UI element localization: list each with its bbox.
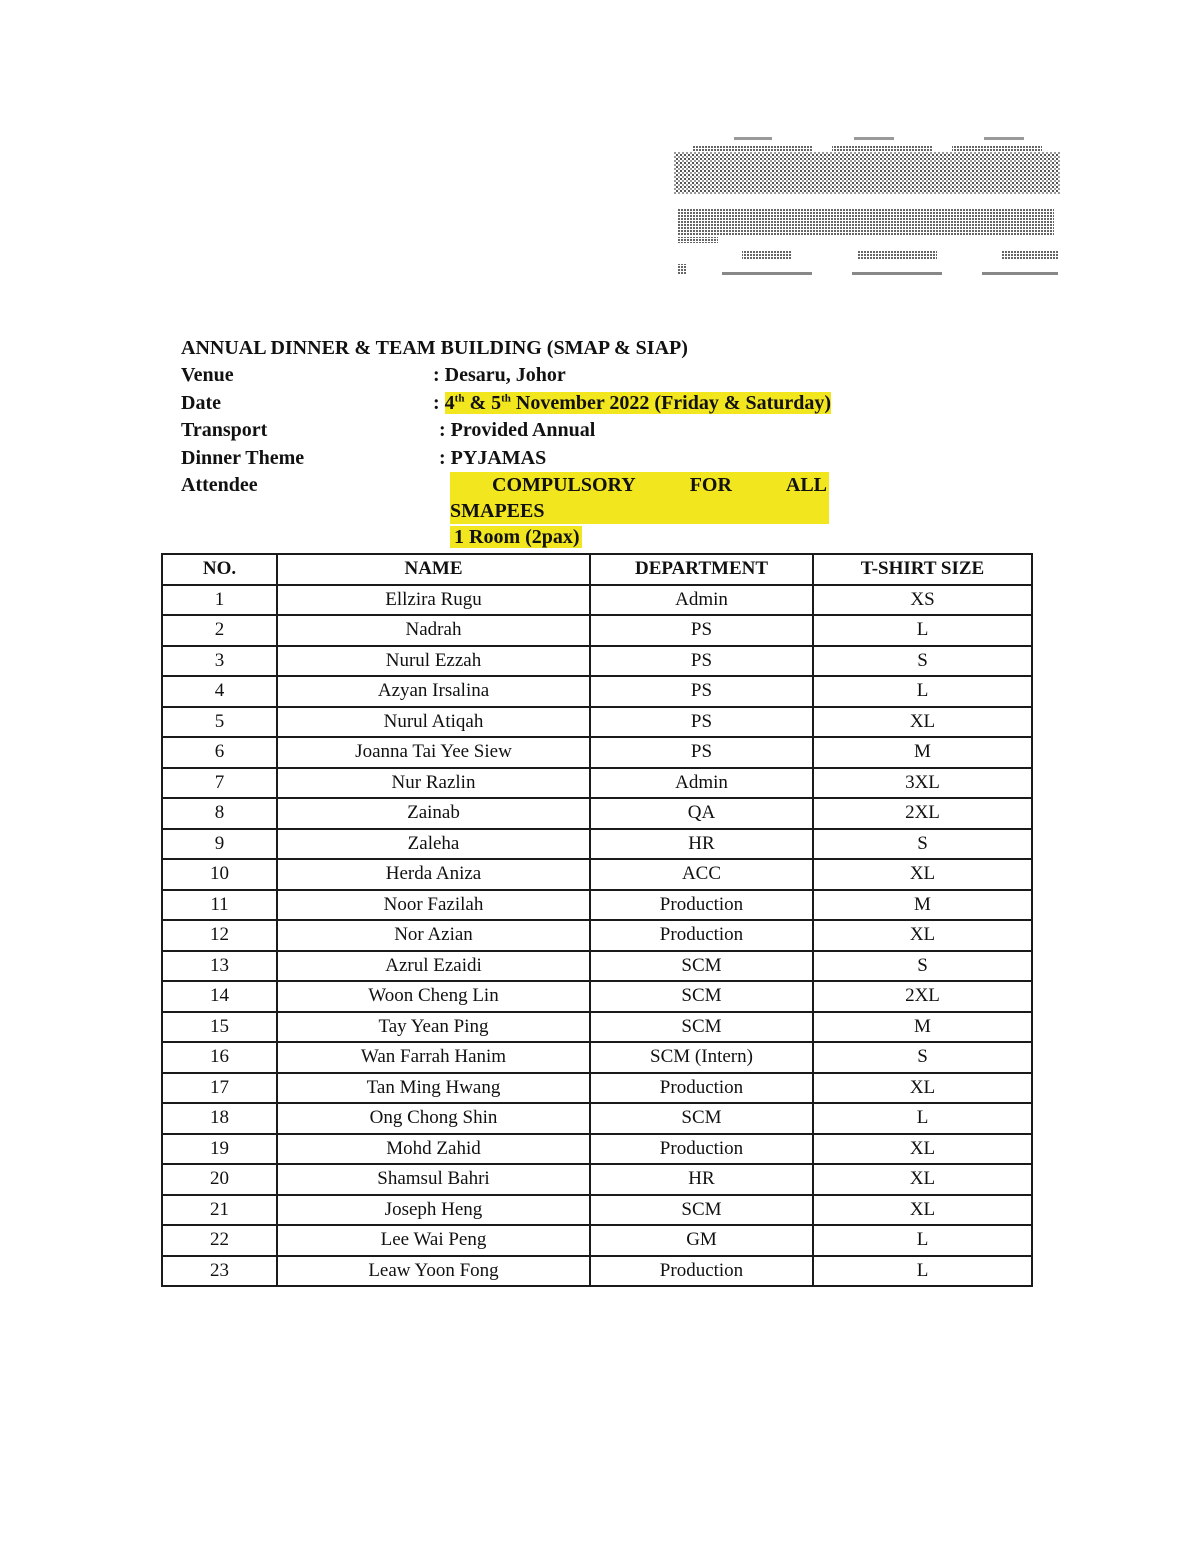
- cell-department: GM: [590, 1225, 813, 1256]
- table-row: [162, 829, 1032, 860]
- cell-no: 5: [162, 707, 277, 738]
- cell-name: Azyan Irsalina: [277, 676, 590, 707]
- cell-tshirt-size: S: [813, 951, 1032, 982]
- cell-department: Production: [590, 890, 813, 921]
- cell-tshirt-size: XL: [813, 859, 1032, 890]
- cell-department: SCM: [590, 951, 813, 982]
- cell-name: Lee Wai Peng: [277, 1225, 590, 1256]
- header-no: NO.: [162, 554, 277, 585]
- table-row: [162, 676, 1032, 707]
- cell-name: Joanna Tai Yee Siew: [277, 737, 590, 768]
- cell-no: 12: [162, 920, 277, 951]
- cell-name: Nurul Atiqah: [277, 707, 590, 738]
- cell-department: PS: [590, 615, 813, 646]
- date-label: Date: [181, 391, 221, 414]
- date-mid: & 5: [464, 391, 502, 414]
- cell-no: 21: [162, 1195, 277, 1226]
- table-row: [162, 1256, 1032, 1287]
- table-header-row: [162, 554, 1032, 585]
- cell-tshirt-size: S: [813, 646, 1032, 677]
- date-value: [433, 390, 831, 418]
- cell-tshirt-size: M: [813, 737, 1032, 768]
- cell-tshirt-size: XL: [813, 1195, 1032, 1226]
- table-row: [162, 768, 1032, 799]
- cell-name: Woon Cheng Lin: [277, 981, 590, 1012]
- cell-name: Ong Chong Shin: [277, 1103, 590, 1134]
- table-row: [162, 707, 1032, 738]
- table-row: [162, 1073, 1032, 1104]
- cell-department: Production: [590, 1073, 813, 1104]
- cell-no: 15: [162, 1012, 277, 1043]
- table-row: [162, 951, 1032, 982]
- cell-name: Nur Razlin: [277, 768, 590, 799]
- cell-name: Leaw Yoon Fong: [277, 1256, 590, 1287]
- cell-name: Nor Azian: [277, 920, 590, 951]
- table-row: [162, 1134, 1032, 1165]
- date-colon: :: [433, 391, 445, 414]
- date-rest: November 2022 (Friday & Saturday): [510, 391, 832, 414]
- transport-value: : Provided Annual: [439, 419, 596, 441]
- cell-tshirt-size: XL: [813, 1134, 1032, 1165]
- date-sup1: th: [454, 391, 465, 404]
- cell-department: PS: [590, 707, 813, 738]
- venue-row: [181, 362, 881, 390]
- date-day1: 4: [444, 391, 455, 414]
- cell-department: SCM: [590, 1195, 813, 1226]
- cell-tshirt-size: L: [813, 676, 1032, 707]
- theme-row: [181, 445, 881, 473]
- table-row: [162, 1103, 1032, 1134]
- date-row: [181, 390, 881, 418]
- cell-no: 19: [162, 1134, 277, 1165]
- cell-department: SCM: [590, 1103, 813, 1134]
- cell-no: 14: [162, 981, 277, 1012]
- table-row: [162, 798, 1032, 829]
- transport-label: Transport: [181, 419, 268, 441]
- cell-no: 9: [162, 829, 277, 860]
- cell-tshirt-size: XL: [813, 1164, 1032, 1195]
- venue-label: Venue: [181, 364, 234, 386]
- cell-department: Admin: [590, 585, 813, 616]
- cell-department: Admin: [590, 768, 813, 799]
- cell-department: QA: [590, 798, 813, 829]
- table-row: [162, 1225, 1032, 1256]
- cell-no: 18: [162, 1103, 277, 1134]
- event-header: [181, 334, 881, 548]
- company-logo: [672, 134, 1060, 280]
- cell-tshirt-size: L: [813, 1103, 1032, 1134]
- cell-tshirt-size: XL: [813, 920, 1032, 951]
- cell-tshirt-size: M: [813, 1012, 1032, 1043]
- table-row: [162, 890, 1032, 921]
- table-row: [162, 737, 1032, 768]
- date-sup2: th: [501, 391, 511, 404]
- cell-department: SCM: [590, 981, 813, 1012]
- cell-no: 11: [162, 890, 277, 921]
- attendee-word2: FOR: [689, 474, 732, 496]
- cell-tshirt-size: S: [813, 829, 1032, 860]
- cell-no: 6: [162, 737, 277, 768]
- header-department: DEPARTMENT: [590, 554, 813, 585]
- attendee-word1: COMPULSORY: [492, 474, 636, 496]
- date-highlight: [445, 392, 831, 414]
- cell-name: Tan Ming Hwang: [277, 1073, 590, 1104]
- cell-no: 1: [162, 585, 277, 616]
- cell-name: Wan Farrah Hanim: [277, 1042, 590, 1073]
- cell-no: 8: [162, 798, 277, 829]
- cell-no: 16: [162, 1042, 277, 1073]
- cell-name: Nadrah: [277, 615, 590, 646]
- cell-department: PS: [590, 676, 813, 707]
- cell-tshirt-size: 2XL: [813, 981, 1032, 1012]
- venue-value: : Desaru, Johor: [433, 364, 566, 386]
- attendee-row: [181, 472, 881, 548]
- table-row: [162, 981, 1032, 1012]
- cell-tshirt-size: L: [813, 1225, 1032, 1256]
- cell-no: 17: [162, 1073, 277, 1104]
- table-row: [162, 1042, 1032, 1073]
- theme-label: Dinner Theme: [181, 446, 305, 469]
- cell-no: 20: [162, 1164, 277, 1195]
- cell-no: 4: [162, 676, 277, 707]
- cell-department: HR: [590, 1164, 813, 1195]
- cell-name: Tay Yean Ping: [277, 1012, 590, 1043]
- cell-department: Production: [590, 920, 813, 951]
- event-title: ANNUAL DINNER & TEAM BUILDING (SMAP & SIAP): [181, 337, 688, 359]
- cell-tshirt-size: 2XL: [813, 798, 1032, 829]
- cell-name: Mohd Zahid: [277, 1134, 590, 1165]
- transport-row: [181, 417, 881, 445]
- attendee-line1: [450, 472, 829, 499]
- cell-tshirt-size: 3XL: [813, 768, 1032, 799]
- table-row: [162, 920, 1032, 951]
- cell-department: PS: [590, 646, 813, 677]
- cell-department: Production: [590, 1256, 813, 1287]
- cell-name: Nurul Ezzah: [277, 646, 590, 677]
- cell-name: Herda Aniza: [277, 859, 590, 890]
- cell-tshirt-size: XS: [813, 585, 1032, 616]
- table-row: [162, 615, 1032, 646]
- theme-value: : PYJAMAS: [439, 446, 547, 469]
- table-row: [162, 1012, 1032, 1043]
- cell-name: Joseph Heng: [277, 1195, 590, 1226]
- cell-department: SCM (Intern): [590, 1042, 813, 1073]
- cell-name: Zaleha: [277, 829, 590, 860]
- attendee-line3: [450, 524, 829, 551]
- table-row: [162, 1195, 1032, 1226]
- cell-no: 3: [162, 646, 277, 677]
- cell-no: 22: [162, 1225, 277, 1256]
- cell-no: 10: [162, 859, 277, 890]
- cell-department: Production: [590, 1134, 813, 1165]
- attendee-value: [450, 472, 829, 551]
- cell-tshirt-size: L: [813, 1256, 1032, 1287]
- header-name: NAME: [277, 554, 590, 585]
- cell-tshirt-size: XL: [813, 707, 1032, 738]
- table-row: [162, 1164, 1032, 1195]
- cell-no: 13: [162, 951, 277, 982]
- cell-no: 2: [162, 615, 277, 646]
- cell-no: 23: [162, 1256, 277, 1287]
- cell-name: Noor Fazilah: [277, 890, 590, 921]
- attendee-line2: SMAPEES: [450, 499, 829, 524]
- cell-name: Ellzira Rugu: [277, 585, 590, 616]
- cell-department: HR: [590, 829, 813, 860]
- cell-name: Azrul Ezaidi: [277, 951, 590, 982]
- cell-department: PS: [590, 737, 813, 768]
- cell-name: Zainab: [277, 798, 590, 829]
- cell-name: Shamsul Bahri: [277, 1164, 590, 1195]
- attendee-label: Attendee: [181, 474, 258, 496]
- table-row: [162, 859, 1032, 890]
- cell-tshirt-size: M: [813, 890, 1032, 921]
- cell-department: ACC: [590, 859, 813, 890]
- table-row: [162, 585, 1032, 616]
- cell-department: SCM: [590, 1012, 813, 1043]
- cell-tshirt-size: XL: [813, 1073, 1032, 1104]
- table-row: [162, 646, 1032, 677]
- header-tshirt-size: T-SHIRT SIZE: [813, 554, 1032, 585]
- attendee-word3: ALL: [785, 474, 827, 496]
- cell-tshirt-size: S: [813, 1042, 1032, 1073]
- cell-tshirt-size: L: [813, 615, 1032, 646]
- attendee-table: [161, 553, 1033, 1287]
- attendee-room: 1 Room (2pax): [450, 526, 582, 548]
- cell-no: 7: [162, 768, 277, 799]
